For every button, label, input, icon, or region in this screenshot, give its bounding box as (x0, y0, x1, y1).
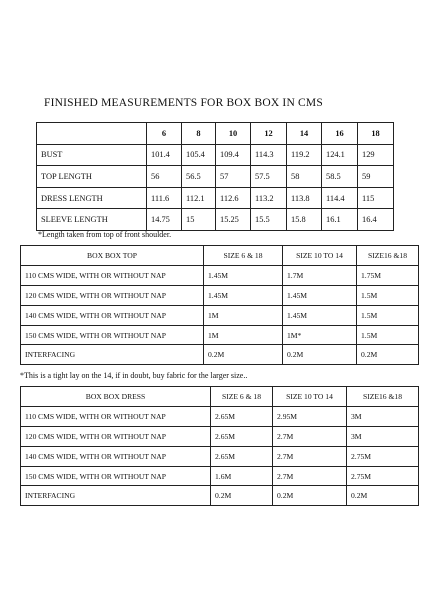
table-cell: 115 (358, 187, 394, 209)
table-row (37, 209, 394, 231)
box-dress-header-row (21, 387, 419, 407)
length-footnote: *Length taken from top of front shoulder. (38, 230, 172, 239)
table-cell: 101.4 (147, 144, 182, 166)
column-header: 16 (322, 123, 358, 145)
table-cell: 2.65M (211, 426, 273, 446)
column-header: SIZE16 &18 (347, 387, 419, 407)
table-row (37, 144, 394, 166)
table-cell: 113.2 (251, 187, 287, 209)
table-cell: 1.6M (211, 466, 273, 486)
table-row (37, 187, 394, 209)
table-row (21, 345, 419, 365)
row-label: INTERFACING (21, 345, 204, 365)
column-header: 6 (147, 123, 182, 145)
measurements-table (36, 122, 394, 231)
table-cell: 3M (347, 406, 419, 426)
table-cell: 59 (358, 166, 394, 188)
column-header: 12 (251, 123, 287, 145)
row-label: BUST (37, 144, 147, 166)
table-cell: 114.3 (251, 144, 287, 166)
row-label: SLEEVE LENGTH (37, 209, 147, 231)
column-header: 18 (358, 123, 394, 145)
table-cell: 15.5 (251, 209, 287, 231)
table-cell: 2.75M (347, 446, 419, 466)
table-cell: 119.2 (287, 144, 322, 166)
table-cell: 58 (287, 166, 322, 188)
column-header: SIZE16 &18 (357, 246, 419, 266)
table-cell: 15 (182, 209, 216, 231)
row-label: 150 CMS WIDE, WITH OR WITHOUT NAP (21, 466, 211, 486)
table-cell: 129 (358, 144, 394, 166)
box-top-header-row (21, 246, 419, 266)
row-label: DRESS LENGTH (37, 187, 147, 209)
row-label: 110 CMS WIDE, WITH OR WITHOUT NAP (21, 406, 211, 426)
table-cell: 14.75 (147, 209, 182, 231)
page-title: FINISHED MEASUREMENTS FOR BOX BOX IN CMS (44, 97, 323, 109)
table-cell: 2.65M (211, 406, 273, 426)
table-cell: 1.7M (283, 265, 357, 285)
row-label: 140 CMS WIDE, WITH OR WITHOUT NAP (21, 305, 204, 325)
table-cell: 0.2M (211, 486, 273, 506)
column-header (37, 123, 147, 145)
row-label: TOP LENGTH (37, 166, 147, 188)
table-cell: 112.1 (182, 187, 216, 209)
column-header: 8 (182, 123, 216, 145)
table-cell: 2.7M (273, 426, 347, 446)
table-cell: 2.65M (211, 446, 273, 466)
table-cell: 109.4 (216, 144, 251, 166)
table-cell: 1.5M (357, 325, 419, 345)
table-row (21, 466, 419, 486)
table-cell: 1M* (283, 325, 357, 345)
column-header: SIZE 6 & 18 (211, 387, 273, 407)
column-header: SIZE 6 & 18 (204, 246, 283, 266)
table-row (21, 305, 419, 325)
table-row (21, 486, 419, 506)
table-cell: 2.95M (273, 406, 347, 426)
table-cell: 15.8 (287, 209, 322, 231)
column-header: BOX BOX TOP (21, 246, 204, 266)
row-label: 150 CMS WIDE, WITH OR WITHOUT NAP (21, 325, 204, 345)
table-row (21, 285, 419, 305)
table-cell: 105.4 (182, 144, 216, 166)
table-cell: 114.4 (322, 187, 358, 209)
column-header: 10 (216, 123, 251, 145)
table-cell: 1.45M (283, 285, 357, 305)
table-cell: 2.7M (273, 446, 347, 466)
table-row (21, 325, 419, 345)
table-cell: 16.1 (322, 209, 358, 231)
table-cell: 1.45M (204, 285, 283, 305)
table-cell: 1M (204, 305, 283, 325)
table-cell: 124.1 (322, 144, 358, 166)
table-cell: 57 (216, 166, 251, 188)
table-cell: 1.5M (357, 305, 419, 325)
table-cell: 112.6 (216, 187, 251, 209)
measurements-header-row (37, 123, 394, 145)
table-cell: 58.5 (322, 166, 358, 188)
table-cell: 0.2M (347, 486, 419, 506)
table-cell: 2.75M (347, 466, 419, 486)
column-header: 14 (287, 123, 322, 145)
table-cell: 113.8 (287, 187, 322, 209)
table-cell: 1.5M (357, 285, 419, 305)
column-header: SIZE 10 TO 14 (283, 246, 357, 266)
box-dress-fabric-table (20, 386, 419, 506)
table-cell: 3M (347, 426, 419, 446)
row-label: 120 CMS WIDE, WITH OR WITHOUT NAP (21, 426, 211, 446)
table-row (21, 406, 419, 426)
table-cell: 1M (204, 325, 283, 345)
row-label: INTERFACING (21, 486, 211, 506)
tight-lay-footnote: *This is a tight lay on the 14, if in doubt, buy fabric for the larger size.. (20, 371, 248, 380)
box-top-fabric-table (20, 245, 419, 365)
table-cell: 0.2M (357, 345, 419, 365)
row-label: 140 CMS WIDE, WITH OR WITHOUT NAP (21, 446, 211, 466)
table-row (21, 446, 419, 466)
table-cell: 15.25 (216, 209, 251, 231)
table-cell: 0.2M (204, 345, 283, 365)
table-cell: 1.45M (204, 265, 283, 285)
table-cell: 0.2M (273, 486, 347, 506)
table-cell: 111.6 (147, 187, 182, 209)
table-cell: 56 (147, 166, 182, 188)
row-label: 120 CMS WIDE, WITH OR WITHOUT NAP (21, 285, 204, 305)
table-row (21, 265, 419, 285)
table-cell: 1.75M (357, 265, 419, 285)
row-label: 110 CMS WIDE, WITH OR WITHOUT NAP (21, 265, 204, 285)
table-cell: 16.4 (358, 209, 394, 231)
table-cell: 56.5 (182, 166, 216, 188)
table-cell: 0.2M (283, 345, 357, 365)
table-cell: 2.7M (273, 466, 347, 486)
table-cell: 1.45M (283, 305, 357, 325)
table-row (21, 426, 419, 446)
table-cell: 57.5 (251, 166, 287, 188)
column-header: SIZE 10 TO 14 (273, 387, 347, 407)
table-row (37, 166, 394, 188)
column-header: BOX BOX DRESS (21, 387, 211, 407)
